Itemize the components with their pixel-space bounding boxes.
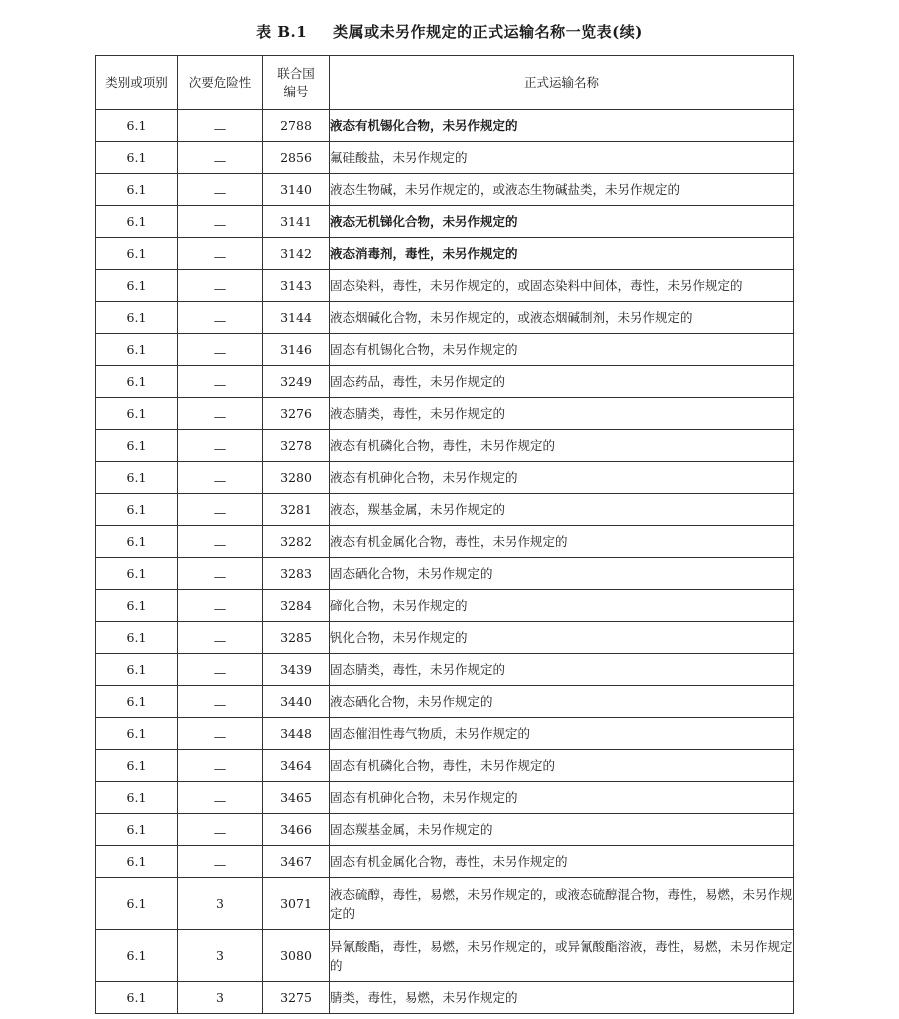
class-cell: [96, 174, 178, 206]
shipping-name-cell-text: 固态染料，毒性，未另作规定的，或固态染料中间体，毒性，未另作规定的: [330, 278, 743, 293]
un-number-cell: [263, 526, 330, 558]
un-number-cell-text: 2788: [280, 118, 312, 133]
sub-risk-cell: [178, 930, 263, 982]
header-un-no: [263, 56, 330, 110]
sub-risk-cell: [178, 526, 263, 558]
shipping-name-cell: [330, 718, 794, 750]
table-row: [96, 622, 794, 654]
table-row: [96, 750, 794, 782]
shipping-name-cell-text: 腈类，毒性，易燃，未另作规定的: [330, 990, 518, 1005]
sub-risk-cell: [178, 718, 263, 750]
sub-risk-cell-text: —: [213, 409, 227, 424]
table-row: [96, 494, 794, 526]
header-un-no-text: 联合国编号: [277, 65, 315, 99]
un-number-cell: [263, 782, 330, 814]
un-number-cell: [263, 142, 330, 174]
sub-risk-cell: [178, 590, 263, 622]
table-row: [96, 142, 794, 174]
shipping-name-cell-text: 液态硒化合物，未另作规定的: [330, 694, 493, 709]
header-class: 类别或项别: [96, 56, 178, 110]
table-row: [96, 930, 794, 982]
shipping-name-cell: [330, 846, 794, 878]
class-cell: [96, 238, 178, 270]
class-cell-text: 6.1: [126, 150, 147, 165]
un-number-cell: [263, 622, 330, 654]
shipping-name-cell: [330, 526, 794, 558]
sub-risk-cell: [178, 462, 263, 494]
sub-risk-cell: [178, 206, 263, 238]
table-row: [96, 814, 794, 846]
un-number-cell-text: 3146: [280, 342, 312, 357]
table-row: [96, 846, 794, 878]
shipping-name-cell: [330, 590, 794, 622]
sub-risk-cell: [178, 878, 263, 930]
sub-risk-cell-text: —: [213, 633, 227, 648]
un-number-cell-text: 3282: [280, 534, 312, 549]
un-number-cell: [263, 846, 330, 878]
un-number-cell: [263, 718, 330, 750]
sub-risk-cell-text: —: [213, 121, 227, 136]
sub-risk-cell: [178, 494, 263, 526]
table-row: [96, 334, 794, 366]
un-number-cell: [263, 982, 330, 1014]
un-number-cell-text: 3080: [280, 948, 312, 963]
un-number-cell-text: 3071: [280, 896, 312, 911]
un-number-cell-text: 3140: [280, 182, 312, 197]
shipping-name-cell: [330, 686, 794, 718]
sub-risk-cell-text: —: [213, 441, 227, 456]
table-row: [96, 430, 794, 462]
class-cell-text: 6.1: [126, 278, 147, 293]
shipping-name-cell-text: 碲化合物，未另作规定的: [330, 598, 468, 613]
sub-risk-cell: [178, 174, 263, 206]
sub-risk-cell-text: —: [213, 153, 227, 168]
un-number-cell-text: 3141: [280, 214, 312, 229]
sub-risk-cell-text: —: [213, 345, 227, 360]
class-cell: [96, 686, 178, 718]
sub-risk-cell: [178, 270, 263, 302]
sub-risk-cell-text: —: [213, 313, 227, 328]
sub-risk-cell: [178, 238, 263, 270]
sub-risk-cell-text: —: [213, 537, 227, 552]
shipping-name-cell-text: 固态硒化合物，未另作规定的: [330, 566, 493, 581]
class-cell: [96, 366, 178, 398]
sub-risk-cell-text: —: [213, 473, 227, 488]
table-row: [96, 654, 794, 686]
class-cell-text: 6.1: [126, 726, 147, 741]
class-cell: [96, 398, 178, 430]
sub-risk-cell: [178, 982, 263, 1014]
shipping-name-cell-text: 液态硫醇，毒性，易燃，未另作规定的，或液态硫醇混合物，毒性，易燃，未另作规定的: [330, 886, 793, 921]
shipping-name-cell: [330, 302, 794, 334]
sub-risk-cell: [178, 750, 263, 782]
table-row: [96, 590, 794, 622]
sub-risk-cell-text: 3: [216, 990, 224, 1005]
shipping-name-cell: [330, 398, 794, 430]
class-cell-text: 6.1: [126, 854, 147, 869]
class-cell: [96, 982, 178, 1014]
sub-risk-cell-text: 3: [216, 896, 224, 911]
sub-risk-cell-text: —: [213, 793, 227, 808]
un-number-cell: [263, 878, 330, 930]
sub-risk-cell-text: —: [213, 569, 227, 584]
shipping-name-cell-text: 液态有机金属化合物，毒性，未另作规定的: [330, 534, 568, 549]
sub-risk-cell-text: —: [213, 857, 227, 872]
un-number-cell: [263, 430, 330, 462]
class-cell: [96, 846, 178, 878]
class-cell: [96, 750, 178, 782]
class-cell: [96, 206, 178, 238]
shipping-name-cell: [330, 494, 794, 526]
shipping-name-cell-text: 固态有机磷化合物，毒性，未另作规定的: [330, 758, 556, 773]
un-number-cell-text: 3283: [280, 566, 312, 581]
sub-risk-cell: [178, 846, 263, 878]
class-cell-text: 6.1: [126, 374, 147, 389]
class-cell-text: 6.1: [126, 534, 147, 549]
shipping-name-cell-text: 液态有机锡化合物，未另作规定的: [330, 118, 518, 133]
table-row: [96, 718, 794, 750]
class-cell: [96, 782, 178, 814]
table-row: [96, 270, 794, 302]
header-sub-risk: 次要危险性: [178, 56, 263, 110]
un-number-cell: [263, 814, 330, 846]
sub-risk-cell: [178, 142, 263, 174]
shipping-name-cell-text: 钒化合物，未另作规定的: [330, 630, 468, 645]
shipping-name-cell-text: 固态有机砷化合物，未另作规定的: [330, 790, 518, 805]
shipping-name-cell-text: 固态有机金属化合物，毒性，未另作规定的: [330, 854, 568, 869]
un-number-cell-text: 3439: [280, 662, 312, 677]
sub-risk-cell-text: —: [213, 281, 227, 296]
sub-risk-cell-text: —: [213, 601, 227, 616]
table-row: [96, 302, 794, 334]
shipping-name-cell: [330, 750, 794, 782]
shipping-name-cell: [330, 366, 794, 398]
table-row: [96, 782, 794, 814]
shipping-names-table: [95, 55, 794, 1014]
sub-risk-cell-text: —: [213, 185, 227, 200]
un-number-cell-text: 3280: [280, 470, 312, 485]
table-title-text: 类属或未另作规定的正式运输名称一览表(续): [333, 23, 643, 41]
class-cell: [96, 814, 178, 846]
class-cell-text: 6.1: [126, 246, 147, 261]
table-body: [96, 110, 794, 1014]
un-number-cell: [263, 494, 330, 526]
shipping-name-cell: [330, 814, 794, 846]
un-number-cell-text: 3275: [280, 990, 312, 1005]
un-number-cell-text: 3465: [280, 790, 312, 805]
un-number-cell-text: 3440: [280, 694, 312, 709]
un-number-cell: [263, 174, 330, 206]
shipping-name-cell: [330, 782, 794, 814]
shipping-name-cell: [330, 930, 794, 982]
un-number-cell-text: 3464: [280, 758, 312, 773]
class-cell-text: 6.1: [126, 470, 147, 485]
class-cell: [96, 302, 178, 334]
un-number-cell: [263, 302, 330, 334]
shipping-name-cell: [330, 206, 794, 238]
shipping-name-cell: [330, 174, 794, 206]
table-row: [96, 878, 794, 930]
sub-risk-cell-text: —: [213, 665, 227, 680]
class-cell-text: 6.1: [126, 822, 147, 837]
sub-risk-cell: [178, 110, 263, 142]
shipping-name-cell-text: 固态催泪性毒气物质，未另作规定的: [330, 726, 531, 741]
table-row: [96, 206, 794, 238]
class-cell-text: 6.1: [126, 438, 147, 453]
sub-risk-cell: [178, 686, 263, 718]
sub-risk-cell: [178, 398, 263, 430]
table-row: [96, 462, 794, 494]
shipping-name-cell: [330, 110, 794, 142]
sub-risk-cell: [178, 334, 263, 366]
class-cell-text: 6.1: [126, 214, 147, 229]
class-cell: [96, 462, 178, 494]
class-cell-text: 6.1: [126, 896, 147, 911]
un-number-cell: [263, 398, 330, 430]
shipping-name-cell-text: 液态有机磷化合物，毒性，未另作规定的: [330, 438, 556, 453]
table-row: [96, 982, 794, 1014]
un-number-cell: [263, 930, 330, 982]
class-cell: [96, 526, 178, 558]
sub-risk-cell: [178, 366, 263, 398]
table-row: [96, 526, 794, 558]
un-number-cell-text: 3448: [280, 726, 312, 741]
class-cell-text: 6.1: [126, 694, 147, 709]
shipping-name-cell: [330, 334, 794, 366]
sub-risk-cell-text: 3: [216, 948, 224, 963]
un-number-cell-text: 2856: [280, 150, 312, 165]
shipping-name-cell: [330, 878, 794, 930]
un-number-cell: [263, 558, 330, 590]
table-row: [96, 174, 794, 206]
class-cell-text: 6.1: [126, 118, 147, 133]
sub-risk-cell-text: —: [213, 249, 227, 264]
shipping-name-cell: [330, 558, 794, 590]
shipping-name-cell-text: 液态，羰基金属，未另作规定的: [330, 502, 506, 517]
class-cell: [96, 558, 178, 590]
class-cell: [96, 334, 178, 366]
shipping-name-cell-text: 固态药品，毒性，未另作规定的: [330, 374, 506, 389]
table-row: [96, 366, 794, 398]
class-cell-text: 6.1: [126, 342, 147, 357]
un-number-cell-text: 3143: [280, 278, 312, 293]
un-number-cell: [263, 206, 330, 238]
sub-risk-cell: [178, 782, 263, 814]
class-cell: [96, 622, 178, 654]
class-cell-text: 6.1: [126, 406, 147, 421]
class-cell-text: 6.1: [126, 182, 147, 197]
page-title: [0, 21, 899, 42]
un-number-cell-text: 3276: [280, 406, 312, 421]
class-cell-text: 6.1: [126, 598, 147, 613]
header-name: 正式运输名称: [330, 56, 794, 110]
un-number-cell-text: 3144: [280, 310, 312, 325]
un-number-cell-text: 3142: [280, 246, 312, 261]
un-number-cell: [263, 686, 330, 718]
class-cell-text: 6.1: [126, 566, 147, 581]
class-cell: [96, 878, 178, 930]
un-number-cell: [263, 366, 330, 398]
sub-risk-cell-text: —: [213, 825, 227, 840]
class-cell: [96, 590, 178, 622]
un-number-cell: [263, 462, 330, 494]
class-cell-text: 6.1: [126, 310, 147, 325]
shipping-name-cell-text: 液态消毒剂，毒性，未另作规定的: [330, 246, 518, 261]
un-number-cell: [263, 590, 330, 622]
shipping-name-cell-text: 异氰酸酯，毒性，易燃，未另作规定的，或异氰酸酯溶液，毒性，易燃，未另作规定的: [330, 938, 793, 973]
class-cell-text: 6.1: [126, 502, 147, 517]
sub-risk-cell-text: —: [213, 729, 227, 744]
un-number-cell: [263, 750, 330, 782]
class-cell: [96, 494, 178, 526]
un-number-cell: [263, 110, 330, 142]
shipping-name-cell: [330, 270, 794, 302]
sub-risk-cell-text: —: [213, 377, 227, 392]
sub-risk-cell: [178, 622, 263, 654]
sub-risk-cell: [178, 558, 263, 590]
un-number-cell-text: 3284: [280, 598, 312, 613]
shipping-name-cell-text: 液态腈类，毒性，未另作规定的: [330, 406, 506, 421]
table-row: [96, 110, 794, 142]
header-row: [96, 56, 794, 110]
class-cell-text: 6.1: [126, 990, 147, 1005]
class-cell: [96, 654, 178, 686]
sub-risk-cell-text: —: [213, 217, 227, 232]
table-row: [96, 558, 794, 590]
class-cell: [96, 430, 178, 462]
un-number-cell-text: 3281: [280, 502, 312, 517]
table-row: [96, 238, 794, 270]
sub-risk-cell-text: —: [213, 505, 227, 520]
sub-risk-cell-text: —: [213, 697, 227, 712]
shipping-name-cell: [330, 654, 794, 686]
shipping-name-cell: [330, 238, 794, 270]
un-number-cell-text: 3466: [280, 822, 312, 837]
class-cell: [96, 930, 178, 982]
class-cell-text: 6.1: [126, 758, 147, 773]
class-cell: [96, 142, 178, 174]
sub-risk-cell-text: —: [213, 761, 227, 776]
class-cell: [96, 110, 178, 142]
class-cell-text: 6.1: [126, 662, 147, 677]
shipping-name-cell: [330, 142, 794, 174]
table-number: 表 B.1: [256, 23, 308, 41]
sub-risk-cell: [178, 814, 263, 846]
shipping-name-cell: [330, 982, 794, 1014]
un-number-cell: [263, 238, 330, 270]
shipping-name-cell-text: 固态有机锡化合物，未另作规定的: [330, 342, 518, 357]
shipping-name-cell-text: 液态烟碱化合物，未另作规定的，或液态烟碱制剂，未另作规定的: [330, 310, 693, 325]
shipping-name-cell-text: 液态无机锑化合物，未另作规定的: [330, 214, 518, 229]
sub-risk-cell: [178, 302, 263, 334]
un-number-cell-text: 3249: [280, 374, 312, 389]
table-row: [96, 398, 794, 430]
shipping-name-cell-text: 液态生物碱，未另作规定的，或液态生物碱盐类，未另作规定的: [330, 182, 681, 197]
un-number-cell-text: 3278: [280, 438, 312, 453]
un-number-cell: [263, 334, 330, 366]
un-number-cell-text: 3285: [280, 630, 312, 645]
class-cell-text: 6.1: [126, 630, 147, 645]
class-cell: [96, 718, 178, 750]
shipping-name-cell-text: 液态有机砷化合物，未另作规定的: [330, 470, 518, 485]
un-number-cell: [263, 654, 330, 686]
class-cell: [96, 270, 178, 302]
un-number-cell-text: 3467: [280, 854, 312, 869]
shipping-name-cell-text: 固态腈类，毒性，未另作规定的: [330, 662, 506, 677]
shipping-name-cell: [330, 622, 794, 654]
shipping-name-cell-text: 氟硅酸盐，未另作规定的: [330, 150, 468, 165]
shipping-name-cell: [330, 462, 794, 494]
sub-risk-cell: [178, 654, 263, 686]
shipping-name-cell-text: 固态羰基金属，未另作规定的: [330, 822, 493, 837]
sub-risk-cell: [178, 430, 263, 462]
class-cell-text: 6.1: [126, 790, 147, 805]
class-cell-text: 6.1: [126, 948, 147, 963]
un-number-cell: [263, 270, 330, 302]
table-row: [96, 686, 794, 718]
shipping-name-cell: [330, 430, 794, 462]
